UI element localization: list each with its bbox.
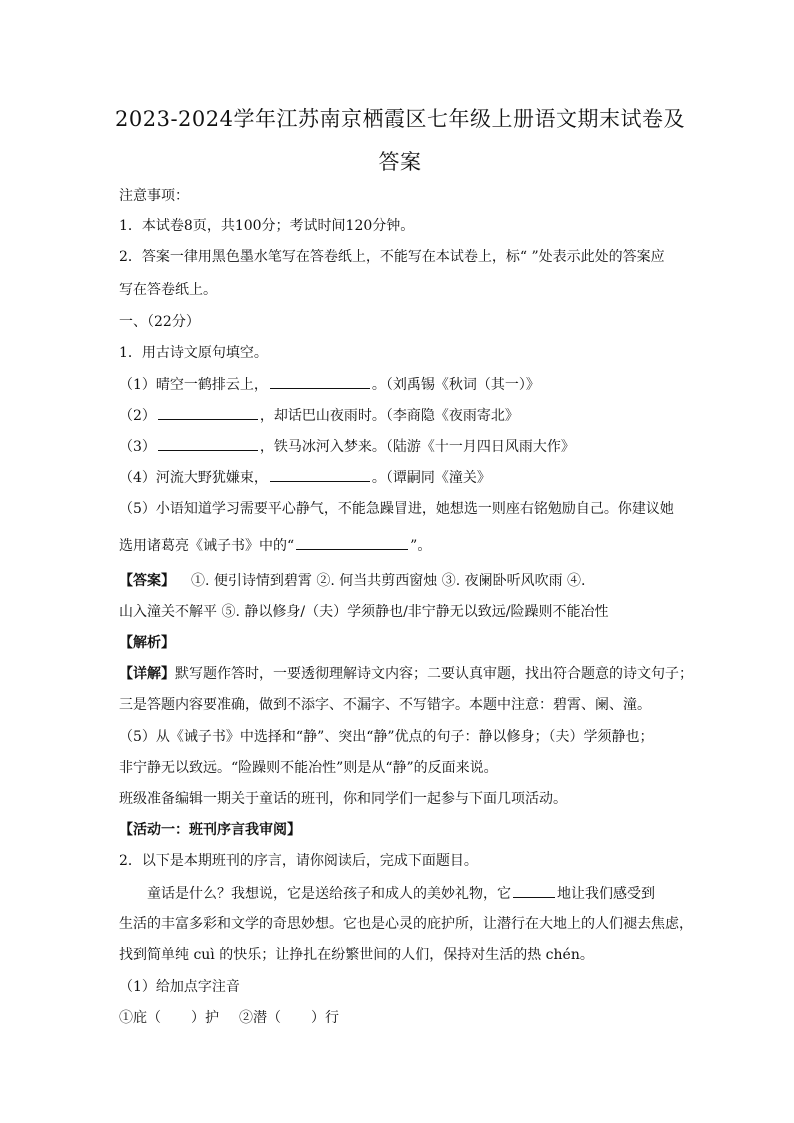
activity-1-label: 【活动一：班刊序言我审阅】 bbox=[119, 822, 301, 838]
question-1-5b-suffix: ”。 bbox=[410, 538, 432, 554]
question-1-2-prefix: （2） bbox=[119, 408, 156, 424]
question-1-5b-prefix: 选用诸葛亮《诫子书》中的“ bbox=[119, 538, 295, 554]
document-title-line1: 2023-2024学年江苏南京栖霞区七年级上册语文期末试卷及 bbox=[115, 107, 685, 131]
question-1-3-prefix: （3） bbox=[119, 439, 156, 455]
item-b-prefix: ②潜（ bbox=[239, 1010, 281, 1026]
answer-label: 【答案】 bbox=[119, 573, 175, 589]
answer-text-1: ①. 便引诗情到碧霄 ②. 何当共剪西窗烛 ③. 夜阑卧听风吹雨 ④. bbox=[191, 573, 586, 589]
preface-text-1a: 童话是什么？我想说，它是送给孩子和成人的美妙礼物，它 bbox=[147, 886, 511, 902]
item-b-suffix: ）行 bbox=[311, 1010, 339, 1026]
question-1-4-prefix: （4）河流大野犹嫌束， bbox=[119, 470, 268, 486]
question-1-5a: （5）小语知道学习需要平心静气，不能急躁冒进，她想选一则座右铭勉励自己。你建议她 bbox=[119, 501, 674, 517]
analysis-label: 【解析】 bbox=[119, 635, 175, 651]
notes-item-2b: 写在答卷纸上。 bbox=[119, 282, 217, 298]
question-1-2 bbox=[119, 405, 519, 426]
answer-line-1 bbox=[119, 571, 586, 591]
detail-label: 【详解】 bbox=[119, 666, 175, 682]
question-2: 2．以下是本期班刊的序言，请你阅读后，完成下面题目。 bbox=[119, 853, 478, 869]
preface-text-1b: 地让我们感受到 bbox=[557, 886, 655, 902]
answer-blank bbox=[296, 535, 408, 550]
question-1-5b bbox=[119, 535, 431, 556]
question-1-3-suffix: ，铁马冰河入梦来。（陆游《十一月四日风雨大作》 bbox=[259, 439, 575, 455]
item-a-prefix: ①庇（ bbox=[119, 1010, 161, 1026]
question-1-4-suffix: 。（谭嗣同《潼关》 bbox=[371, 470, 491, 486]
question-1-1-prefix: （1）晴空一鹤排云上， bbox=[119, 377, 268, 393]
document-title-line2: 答案 bbox=[378, 150, 422, 174]
question-1-2-suffix: ，却话巴山夜雨时。（李商隐《夜雨寄北》 bbox=[259, 408, 519, 424]
notes-heading: 注意事项： bbox=[119, 188, 189, 204]
detail-text-1: 默写题作答时，一要透彻理解诗文内容；二要认真审题，找出符合题意的诗文句子； bbox=[175, 666, 693, 682]
analysis-detail-1 bbox=[119, 664, 693, 684]
preface-paragraph-line-3: 找到简单纯 cuì 的快乐；让挣扎在纷繁世间的人们，保持对生活的热 chén。 bbox=[119, 947, 594, 963]
section-1-heading: 一、（22分） bbox=[119, 314, 200, 330]
analysis-detail-2: 三是答题内容要准确，做到不添字、不漏字、不写错字。本题中注意：碧霄、阑、潼。 bbox=[119, 697, 651, 713]
answer-blank bbox=[270, 374, 370, 389]
answer-blank bbox=[158, 436, 258, 451]
activity-intro: 班级准备编辑一期关于童话的班刊，你和同学们一起参与下面几项活动。 bbox=[119, 791, 567, 807]
preface-paragraph-line-1 bbox=[147, 883, 655, 904]
answer-blank bbox=[513, 883, 555, 898]
analysis-detail-4: 非宁静无以致远。“险躁则不能冶性”则是从“静”的反面来说。 bbox=[119, 760, 498, 776]
analysis-detail-3: （5）从《诫子书》中选择和“静”、突出“静”优点的句子：静以修身；（夫）学须静也； bbox=[119, 729, 654, 745]
answer-line-2: 山入潼关不解平 ⑤. 静以修身/（夫）学须静也/非宁静无以致远/险躁则不能冶性 bbox=[119, 604, 609, 620]
notes-item-2a: 2．答案一律用黑色墨水笔写在答卷纸上，不能写在本试卷上，标“ ”处表示此处的答案应 bbox=[119, 249, 665, 265]
question-1-3 bbox=[119, 436, 575, 457]
sub-question-1: （1）给加点字注音 bbox=[119, 979, 240, 995]
notes-item-1: 1．本试卷8页，共100分；考试时间120分钟。 bbox=[119, 218, 415, 234]
item-a-suffix: ）护 bbox=[191, 1010, 219, 1026]
question-1: 1．用古诗文原句填空。 bbox=[119, 345, 268, 361]
answer-blank bbox=[158, 405, 258, 420]
answer-blank bbox=[270, 467, 370, 482]
preface-paragraph-line-2: 生活的丰富多彩和文学的奇思妙想。它也是心灵的庇护所，让潜行在大地上的人们褪去焦虑， bbox=[119, 916, 693, 932]
question-1-4 bbox=[119, 467, 491, 488]
question-1-1 bbox=[119, 374, 540, 395]
sub-question-1-items bbox=[119, 1008, 339, 1028]
question-1-1-suffix: 。（刘禹锡《秋词（其一）》 bbox=[371, 377, 540, 393]
